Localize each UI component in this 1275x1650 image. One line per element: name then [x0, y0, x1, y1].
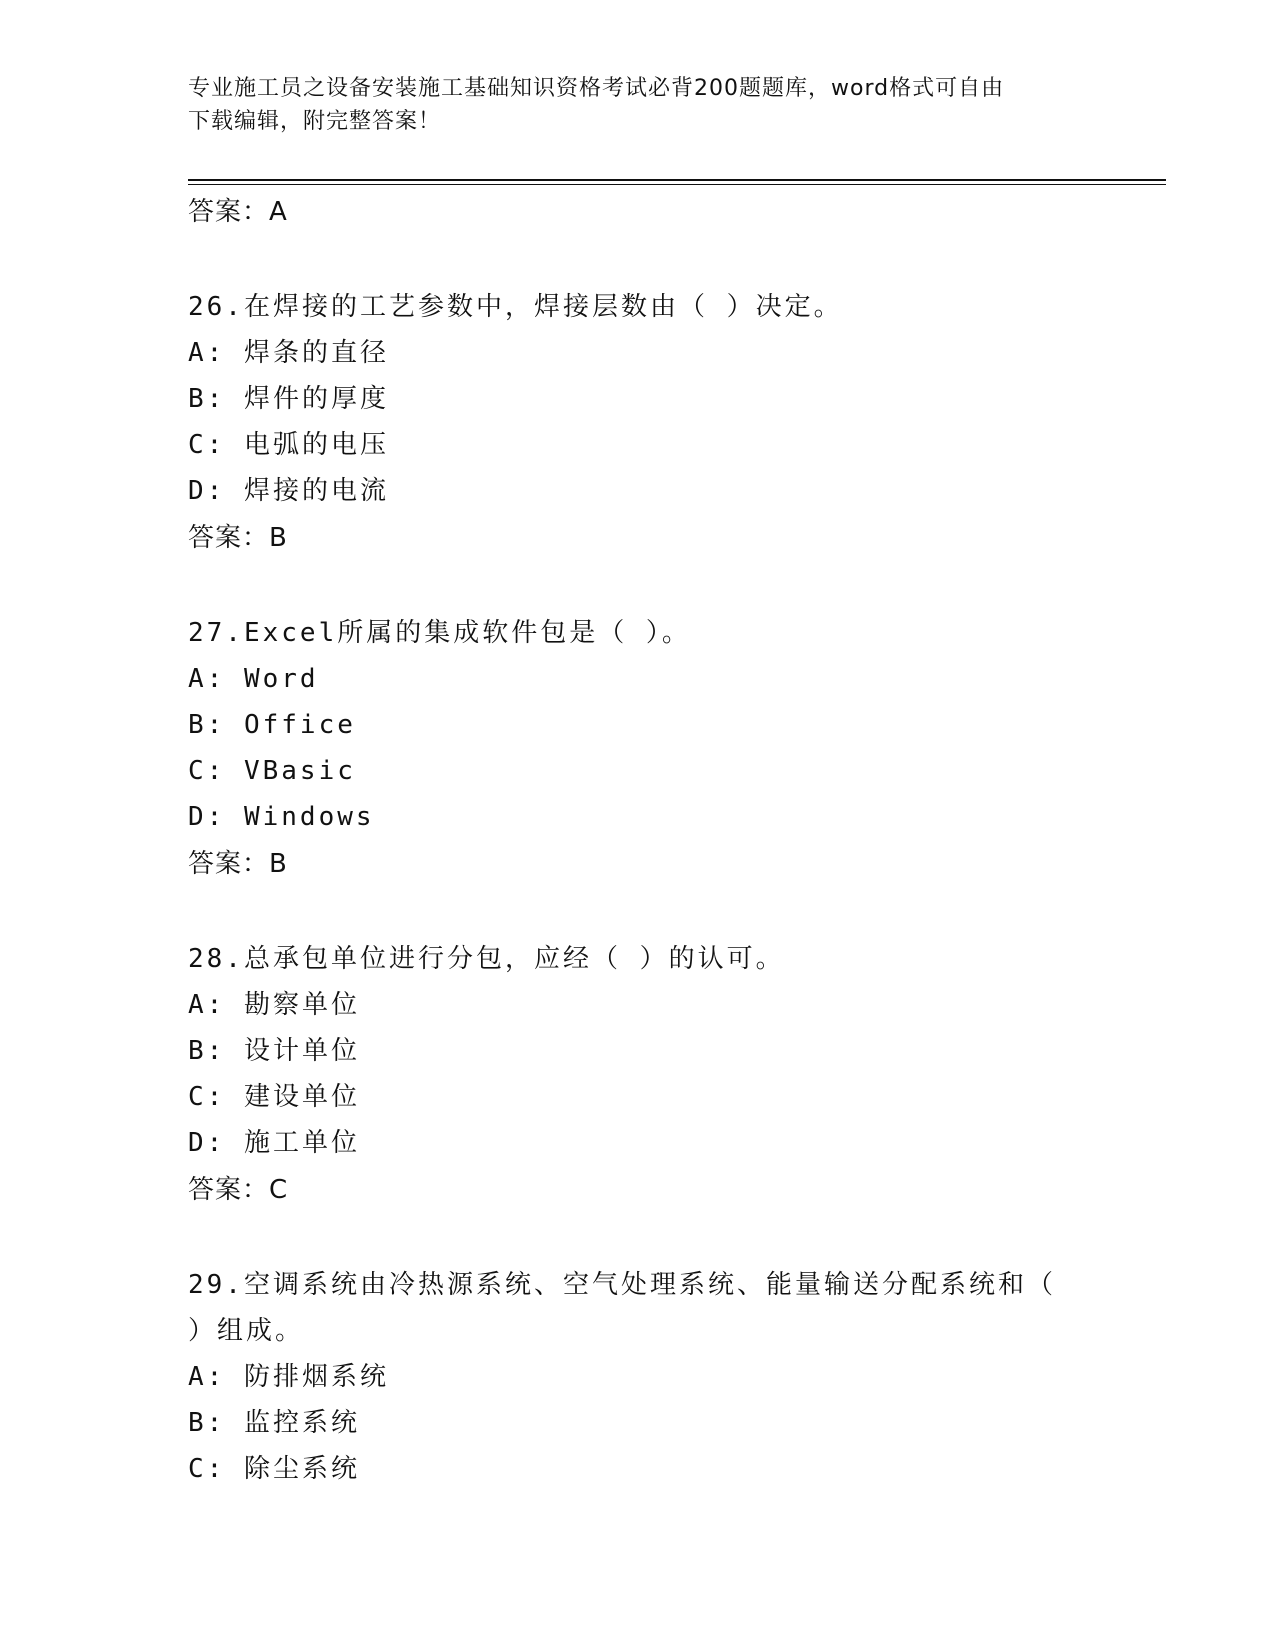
option-a: A: 焊条的直径 — [188, 338, 389, 368]
option-b: B: 设计单位 — [188, 1036, 360, 1066]
option-d: D: Windows — [188, 802, 375, 832]
option-c: C: 除尘系统 — [188, 1454, 360, 1484]
option-b: B: Office — [188, 710, 356, 740]
questions-content — [188, 192, 1088, 1492]
question-block-26 — [188, 284, 1088, 558]
question-block-27 — [188, 610, 1088, 884]
header-line-1: 专业施工员之设备安装施工基础知识资格考试必背200题题库，word格式可自由 — [188, 76, 1005, 101]
page-header — [188, 72, 1088, 138]
question-stem: 28.总承包单位进行分包，应经（ ）的认可。 — [188, 944, 785, 974]
question-block-28 — [188, 936, 1088, 1210]
option-a: A: Word — [188, 664, 319, 694]
option-d: D: 施工单位 — [188, 1128, 360, 1158]
option-a: A: 勘察单位 — [188, 990, 360, 1020]
answer-label: 答案：B — [188, 523, 288, 553]
option-b: B: 监控系统 — [188, 1408, 360, 1438]
option-c: C: 建设单位 — [188, 1082, 360, 1112]
answer-label: 答案：A — [188, 197, 288, 227]
answer-label: 答案：B — [188, 849, 288, 879]
header-line-2: 下载编辑，附完整答案！ — [188, 109, 442, 134]
answer-label: 答案：C — [188, 1175, 289, 1205]
option-c: C: VBasic — [188, 756, 356, 786]
header-rule-thick — [188, 179, 1166, 181]
question-stem: 27.Excel所属的集成软件包是（ ）。 — [188, 618, 691, 648]
question-stem: 29.空调系统由冷热源系统、空气处理系统、能量输送分配系统和（ ）组成。 — [188, 1270, 1056, 1346]
header-rule-thin — [188, 184, 1166, 185]
option-c: C: 电弧的电压 — [188, 430, 389, 460]
question-block-29 — [188, 1262, 1088, 1492]
option-d: D: 焊接的电流 — [188, 476, 389, 506]
question-stem: 26.在焊接的工艺参数中，焊接层数由（ ）决定。 — [188, 292, 843, 322]
option-a: A: 防排烟系统 — [188, 1362, 389, 1392]
option-b: B: 焊件的厚度 — [188, 384, 389, 414]
